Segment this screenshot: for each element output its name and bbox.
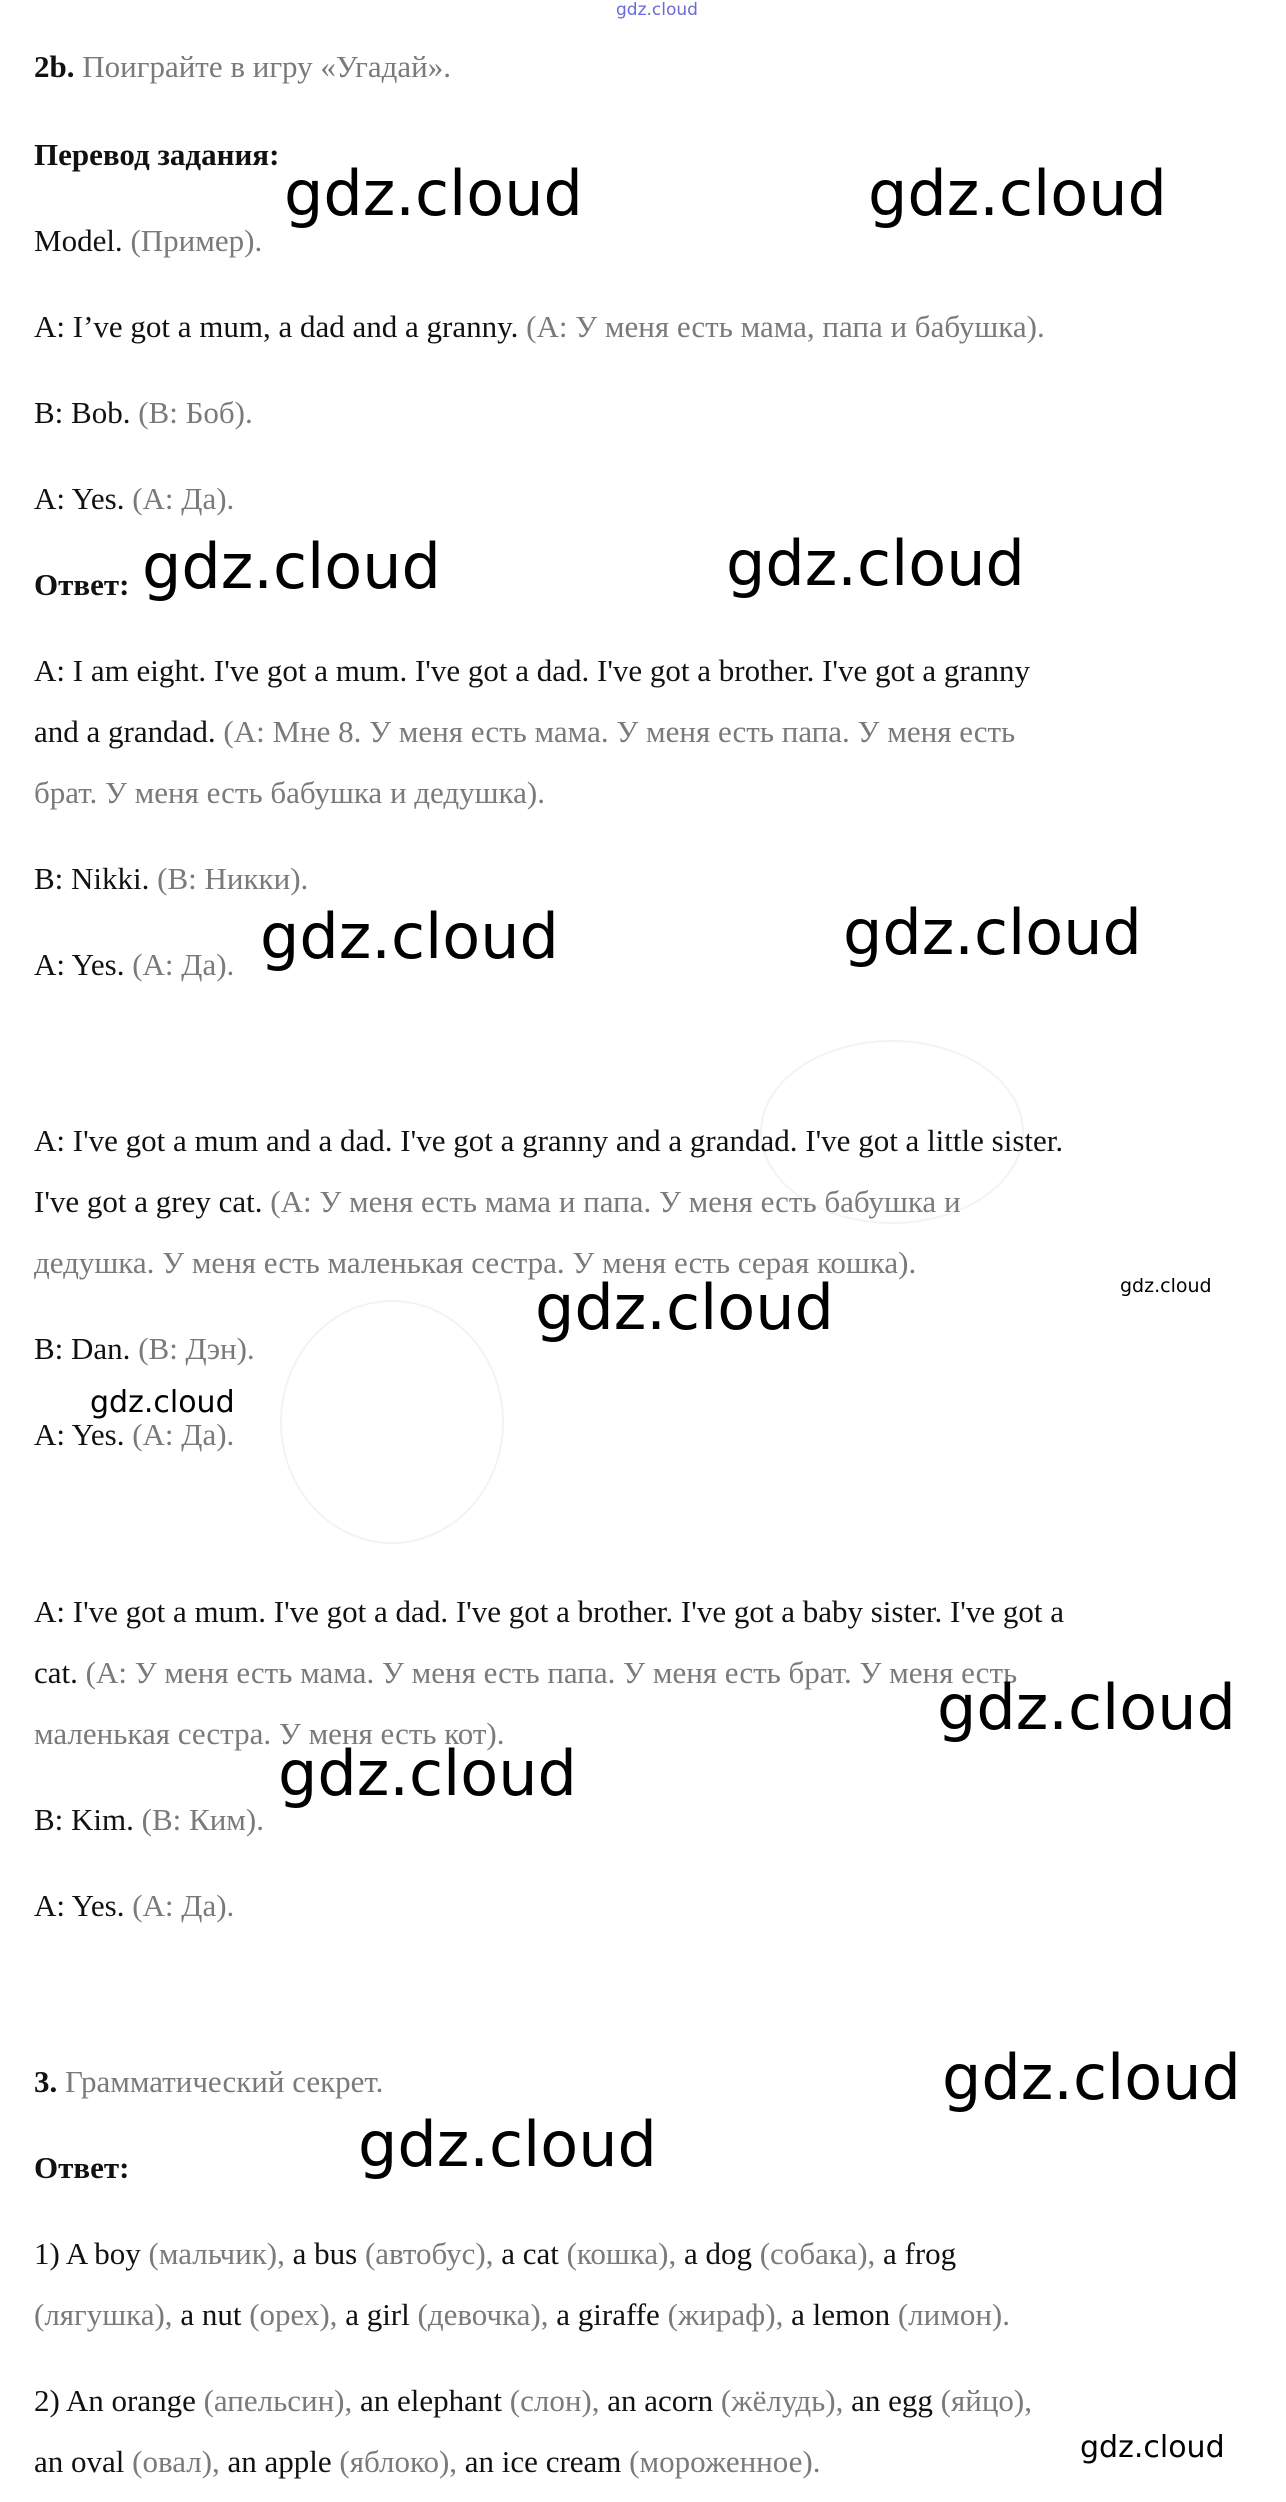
line-ru: (В: Никки). [157,861,309,896]
answer-heading: Ответ: [34,2150,130,2185]
list1-line1 [34,2235,956,2272]
dialog1-line3: брат. У меня есть бабушка и дедушка). [34,775,545,810]
brand-watermark: gdz.cloud [942,2041,1241,2114]
line-en: B: Bob. [34,395,131,430]
word-ru: (овал), [132,2444,220,2479]
dialog2-line1 [34,1122,1063,1159]
brand-watermark: gdz.cloud [278,1737,577,1810]
top-watermark: gdz.cloud [616,0,698,20]
dialog2-b [34,1330,255,1367]
line-en: A: I’ve got a mum, a dad and a granny. [34,309,519,344]
word-en: a girl [345,2297,410,2332]
brand-watermark: gdz.cloud [284,157,583,230]
task-title: Грамматический секрет. [65,2064,384,2099]
line-en: cat. [34,1655,78,1690]
dialog2-line2 [34,1183,961,1220]
brand-watermark: gdz.cloud [260,900,559,973]
dialog1-b [34,860,308,897]
word-en: an apple [227,2444,332,2479]
word-en: a frog [883,2236,957,2271]
dialog3-line2 [34,1654,1017,1691]
task-number: 2b. [34,49,75,84]
line-ru: (А: Мне 8. У меня есть мама. У меня есть папа. У меня есть [223,714,1016,749]
line-en: A: I am eight. I've got a mum. I've got a dad. I've got a brother. I've got a granny [34,653,1030,688]
brand-watermark: gdz.cloud [726,527,1025,600]
dialog3-b [34,1801,264,1838]
model-dialog-line [34,308,1045,345]
model-line [34,222,262,259]
word-en: a cat [501,2236,559,2271]
word-ru: (орех), [249,2297,338,2332]
line-ru: (А: У меня есть мама. У меня есть папа. У меня есть брат. У меня есть [85,1655,1018,1690]
line-ru: (А: У меня есть мама и папа. У меня есть бабушка и [270,1184,961,1219]
word-ru: (апельсин), [203,2383,353,2418]
line-en: I've got a grey cat. [34,1184,263,1219]
word-ru: (жёлудь), [720,2383,844,2418]
word-ru: (лимон). [897,2297,1010,2332]
brand-watermark: gdz.cloud [1120,1275,1212,1297]
translation-heading: Перевод задания: [34,137,280,172]
word-en: an acorn [607,2383,714,2418]
line-en: A: I've got a mum. I've got a dad. I've got a brother. I've got a baby sister. I've got a [34,1594,1064,1629]
word-en: an egg [851,2383,933,2418]
line-ru: (А: У меня есть мама, папа и бабушка). [526,309,1045,344]
brand-watermark: gdz.cloud [90,1385,235,1420]
brand-watermark: gdz.cloud [868,157,1167,230]
line-en: B: Nikki. [34,861,150,896]
line-ru: (В: Боб). [138,395,253,430]
word-en: an ice cream [464,2444,622,2479]
word-ru: (яйцо), [940,2383,1032,2418]
line-ru: (А: Да). [132,481,235,516]
dialog3-line3: маленькая сестра. У меня есть кот). [34,1716,505,1751]
word-ru: (девочка), [417,2297,549,2332]
task-number: 3. [34,2064,58,2099]
word-ru: (слон), [509,2383,600,2418]
word-en: 2) An orange [34,2383,196,2418]
word-ru: (лягушка), [34,2297,173,2332]
line-ru: (В: Ким). [141,1802,264,1837]
word-ru: (мальчик), [148,2236,285,2271]
dialog2-a [34,1416,234,1453]
task-2b-heading [34,48,451,85]
word-ru: (собака), [759,2236,876,2271]
word-en: an oval [34,2444,125,2479]
line-ru: (А: Да). [132,947,235,982]
line-ru: (А: Да). [132,1417,235,1452]
model-en: Model. [34,223,123,258]
dialog1-a [34,946,234,983]
answer-heading: Ответ: [34,567,130,602]
word-ru: (кошка), [566,2236,677,2271]
brand-watermark: gdz.cloud [1080,2430,1225,2465]
brand-watermark: gdz.cloud [142,530,441,603]
line-en: A: Yes. [34,1888,125,1923]
list2-line1 [34,2382,1032,2419]
line-en: A: Yes. [34,1417,125,1452]
dialog2-line3: дедушка. У меня есть маленькая сестра. У меня есть серая кошка). [34,1245,917,1280]
list2-line2 [34,2443,820,2480]
line-en: A: Yes. [34,947,125,982]
line-ru: (В: Дэн). [138,1331,255,1366]
word-ru: (жираф), [667,2297,784,2332]
word-en: a giraffe [556,2297,660,2332]
word-en: a nut [180,2297,242,2332]
line-en: A: Yes. [34,481,125,516]
dialog3-a [34,1887,234,1924]
word-ru: (мороженное). [629,2444,821,2479]
word-ru: (яблоко), [339,2444,458,2479]
dialog3-line1 [34,1593,1064,1630]
word-ru: (автобус), [364,2236,494,2271]
task-3-heading [34,2063,383,2100]
brand-watermark: gdz.cloud [535,1271,834,1344]
line-ru: (А: Да). [132,1888,235,1923]
word-en: an elephant [360,2383,503,2418]
list1-line2 [34,2296,1010,2333]
brand-watermark: gdz.cloud [843,896,1142,969]
line-en: B: Dan. [34,1331,131,1366]
model-dialog-line [34,394,253,431]
background-smudge [280,1300,504,1544]
word-en: a bus [292,2236,358,2271]
model-ru: (Пример). [130,223,263,258]
dialog1-line2 [34,713,1015,750]
line-en: B: Kim. [34,1802,134,1837]
word-en: a dog [683,2236,752,2271]
brand-watermark: gdz.cloud [937,1671,1236,1744]
dialog1-line1 [34,652,1030,689]
brand-watermark: gdz.cloud [358,2108,657,2181]
word-en: a lemon [791,2297,891,2332]
word-en: 1) A boy [34,2236,141,2271]
task-title: Поиграйте в игру «Угадай». [82,49,451,84]
line-en: A: I've got a mum and a dad. I've got a granny and a grandad. I've got a little sister. [34,1123,1064,1158]
model-dialog-line [34,480,234,517]
line-en: and a grandad. [34,714,216,749]
